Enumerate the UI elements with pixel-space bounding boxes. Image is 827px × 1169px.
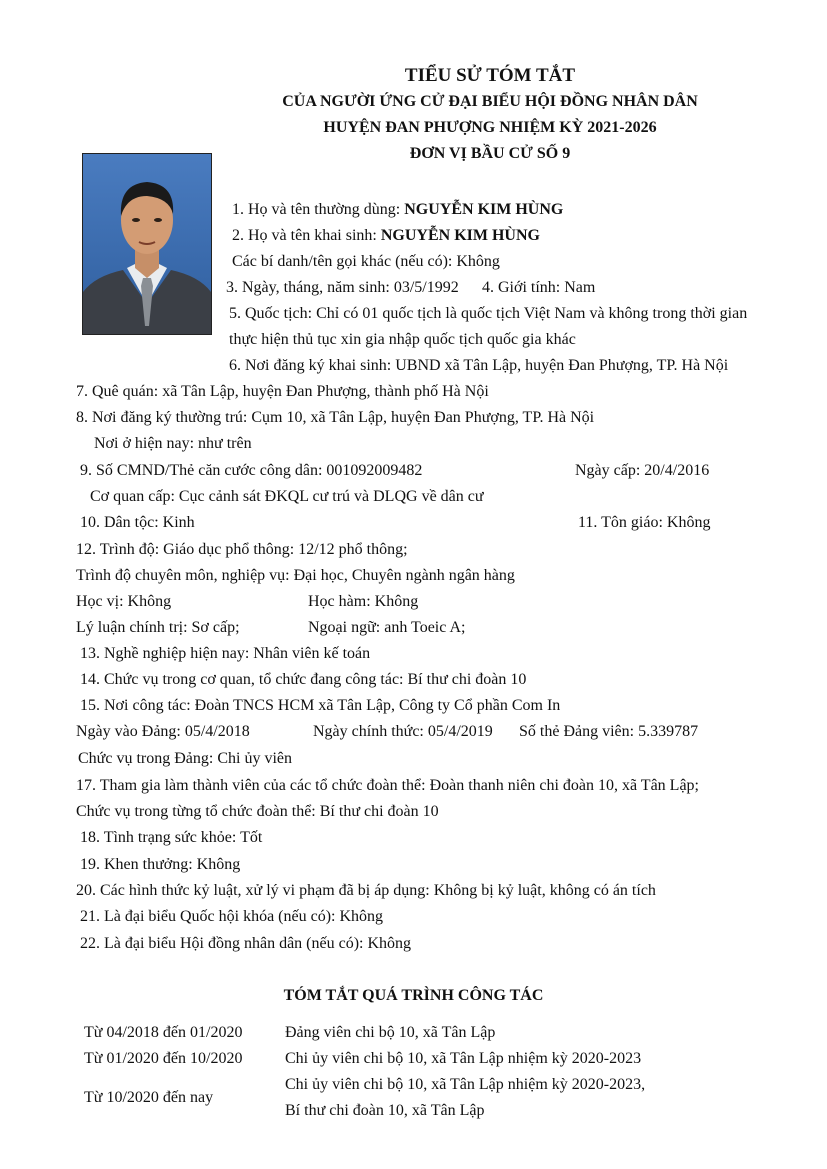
career-row-3-period: Từ 10/2020 đến nay [84,1089,214,1106]
common-name-row [232,202,563,218]
common-name-label: 1. Họ và tên thường dùng: [232,201,401,218]
birth-name-value: NGUYỄN KIM HÙNG [380,227,540,244]
position: 14. Chức vụ trong cơ quan, tổ chức đang công tác: Bí thư chi đoàn 10 [80,671,527,688]
career-row-3-role-line-1: Chi ủy viên chi bộ 10, xã Tân Lập nhiệm kỳ 2020-2023, [285,1076,646,1093]
document-title: TIỂU SỬ TÓM TẮT [404,65,576,86]
career-row-2-role: Chi ủy viên chi bộ 10, xã Tân Lập nhiệm kỳ 2020-2023 [285,1050,642,1067]
mass-org-position: Chức vụ trong từng tổ chức đoàn thể: Bí thư chi đoàn 10 [76,803,439,820]
birth-name-row [232,228,540,244]
id-issuer: Cơ quan cấp: Cục cảnh sát ĐKQL cư trú và DLQG về dân cư [90,488,484,505]
common-name-value: NGUYỄN KIM HÙNG [404,201,564,218]
health-status: 18. Tình trạng sức khỏe: Tốt [80,829,263,846]
nationality-line-2: thực hiện thủ tục xin gia nhập quốc tịch quốc gia khác [229,331,576,348]
ethnicity: 10. Dân tộc: Kinh [80,514,195,531]
permanent-residence: 8. Nơi đăng ký thường trú: Cụm 10, xã Tân Lập, huyện Đan Phượng, TP. Hà Nội [76,409,595,426]
aliases-row: Các bí danh/tên gọi khác (nếu có): Không [232,253,500,270]
career-row-1-role: Đảng viên chi bộ 10, xã Tân Lập [285,1024,496,1041]
awards: 19. Khen thưởng: Không [80,856,241,873]
date-of-birth: 3. Ngày, tháng, năm sinh: 03/5/1992 [226,279,459,296]
id-issue-date: Ngày cấp: 20/4/2016 [575,462,710,479]
education: 12. Trình độ: Giáo dục phổ thông: 12/12 phổ thông; [76,541,408,558]
party-official-date: Ngày chính thức: 05/4/2019 [313,723,493,740]
career-row-2-period: Từ 01/2020 đến 10/2020 [84,1050,243,1067]
workplace: 15. Nơi công tác: Đoàn TNCS HCM xã Tân Lập, Công ty Cổ phần Com In [80,697,561,714]
career-row-1-period: Từ 04/2018 đến 01/2020 [84,1024,243,1041]
foreign-language: Ngoại ngữ: anh Toeic A; [308,619,466,636]
specialty: Trình độ chuyên môn, nghiệp vụ: Đại học, Chuyên ngành ngân hàng [76,567,515,584]
hometown: 7. Quê quán: xã Tân Lập, huyện Đan Phượng, thành phố Hà Nội [76,383,489,400]
national-assembly-delegate: 21. Là đại biểu Quốc hội khóa (nếu có): Không [80,908,384,925]
party-position: Chức vụ trong Đảng: Chi ủy viên [78,750,292,767]
career-row-3-role-line-2: Bí thư chi đoàn 10, xã Tân Lập [285,1102,485,1119]
document-subtitle: CỦA NGƯỜI ỨNG CỬ ĐẠI BIỂU HỘI ĐỒNG NHÂN DÂN [282,93,698,110]
religion: 11. Tôn giáo: Không [578,514,711,531]
document-district-term: HUYỆN ĐAN PHƯỢNG NHIỆM KỲ 2021-2026 [323,119,657,136]
birth-name-label: 2. Họ và tên khai sinh: [232,227,377,244]
party-card-number: Số thẻ Đảng viên: 5.339787 [519,723,699,740]
occupation: 13. Nghề nghiệp hiện nay: Nhân viên kế toán [80,645,371,662]
academic-title: Học hàm: Không [308,593,419,610]
current-residence: Nơi ở hiện nay: như trên [94,435,252,452]
birth-registration: 6. Nơi đăng ký khai sinh: UBND xã Tân Lập, huyện Đan Phượng, TP. Hà Nội [229,357,729,374]
party-join-date: Ngày vào Đảng: 05/4/2018 [76,723,250,740]
mass-org-membership: 17. Tham gia làm thành viên của các tổ chức đoàn thể: Đoàn thanh niên chi đoàn 10, xã Tân Lập; [76,777,699,794]
portrait-illustration [83,154,211,334]
career-section-title: TÓM TẮT QUÁ TRÌNH CÔNG TÁC [283,987,544,1004]
document-electoral-unit: ĐƠN VỊ BẦU CỬ SỐ 9 [409,145,571,162]
id-number: 9. Số CMND/Thẻ căn cước công dân: 001092009482 [80,462,423,479]
candidate-photo [82,153,212,335]
academic-degree: Học vị: Không [76,593,172,610]
people-council-delegate: 22. Là đại biểu Hội đồng nhân dân (nếu có): Không [80,935,412,952]
nationality-line-1: 5. Quốc tịch: Chỉ có 01 quốc tịch là quốc tịch Việt Nam và không trong thời gian [229,305,748,322]
discipline: 20. Các hình thức kỷ luật, xử lý vi phạm đã bị áp dụng: Không bị kỷ luật, không có án tích [76,882,656,899]
gender: 4. Giới tính: Nam [482,279,596,296]
political-theory: Lý luận chính trị: Sơ cấp; [76,619,240,636]
